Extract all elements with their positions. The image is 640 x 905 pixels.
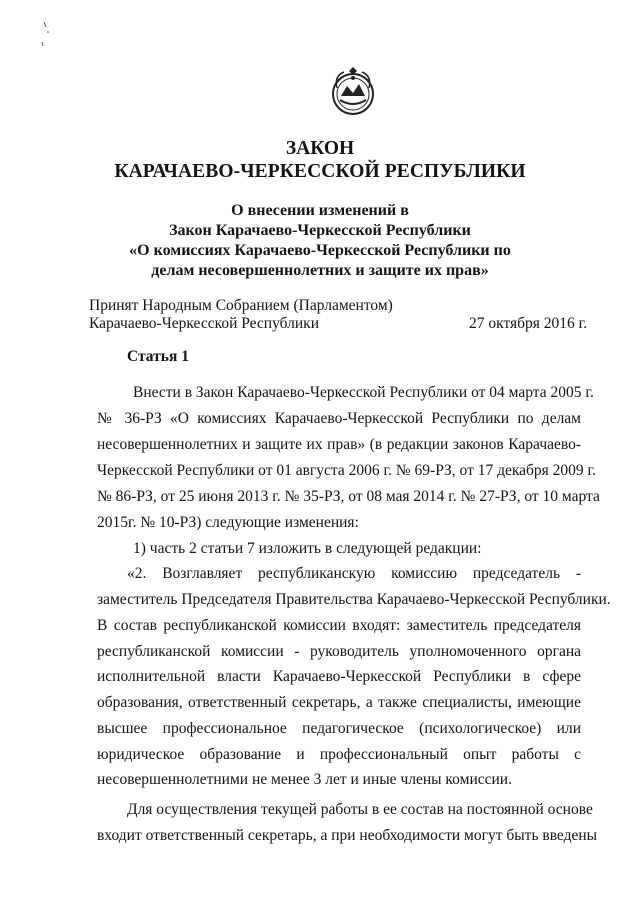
subject-line: О внесении изменений в xyxy=(231,202,409,219)
body-line: Черкесской Республики от 01 августа 2006 г. № 69-РЗ, от 17 декабря 2009 г. xyxy=(97,462,597,479)
body-line: высшее профессиональное педагогическое (психологическое) или xyxy=(97,720,581,737)
body-line: заместитель Председателя Правительства Карачаево-Черкесской Республики. xyxy=(97,591,611,608)
body-line: 1) часть 2 статьи 7 изложить в следующей редакции: xyxy=(133,540,482,557)
body-line: 2015г. № 10-РЗ) следующие изменения: xyxy=(97,514,359,531)
body-line: № 36-РЗ «О комиссиях Карачаево-Черкесской Республики по делам xyxy=(97,410,581,427)
body-line: республиканской комиссии - руководитель уполномоченного органа xyxy=(97,643,581,660)
law-title: ЗАКОН xyxy=(285,138,355,159)
body-line: Внести в Закон Карачаево-Черкесской Республики от 04 марта 2005 г. xyxy=(133,384,594,401)
scan-mark xyxy=(30,18,52,58)
body-line: несовершеннолетних и защите их прав» (в редакции законов Карачаево- xyxy=(97,436,581,453)
body-line: № 86-РЗ, от 25 июня 2013 г. № 35-РЗ, от 08 мая 2014 г. № 27-РЗ, от 10 марта xyxy=(97,488,600,505)
subject-line: «О комиссиях Карачаево-Черкесской Республики по xyxy=(129,242,511,259)
adopted-by-line: Принят Народным Собранием (Парламентом) xyxy=(89,297,393,314)
body-line: исполнительной власти Карачаево-Черкесской Республики в сфере xyxy=(97,668,581,685)
adoption-date: 27 октября 2016 г. xyxy=(469,315,588,332)
article-heading: Статья 1 xyxy=(127,348,189,365)
body-line: Для осуществления текущей работы в ее состав на постоянной основе xyxy=(127,801,593,818)
body-line: В состав республиканской комиссии входят: заместитель председателя xyxy=(97,617,581,634)
republic-title: КАРАЧАЕВО-ЧЕРКЕССКОЙ РЕСПУБЛИКИ xyxy=(114,161,526,182)
body-line: «2. Возглавляет республиканскую комиссию председатель - xyxy=(127,565,581,582)
adopted-by-line: Карачаево-Черкесской Республики xyxy=(89,315,319,332)
subject-line: делам несовершеннолетних и защите их прав» xyxy=(151,262,489,279)
body-line: несовершеннолетними не менее 3 лет и иные члены комиссии. xyxy=(97,771,512,788)
body-line: входит ответственный секретарь, а при необходимости могут быть введены xyxy=(97,827,598,844)
subject-line: Закон Карачаево-Черкесской Республики xyxy=(169,222,471,239)
body-line: образования, ответственный секретарь, а также специалисты, имеющие xyxy=(97,694,581,711)
coat-of-arms-icon xyxy=(328,66,378,118)
body-line: юридическое образование и профессиональный опыт работы с xyxy=(97,746,581,763)
